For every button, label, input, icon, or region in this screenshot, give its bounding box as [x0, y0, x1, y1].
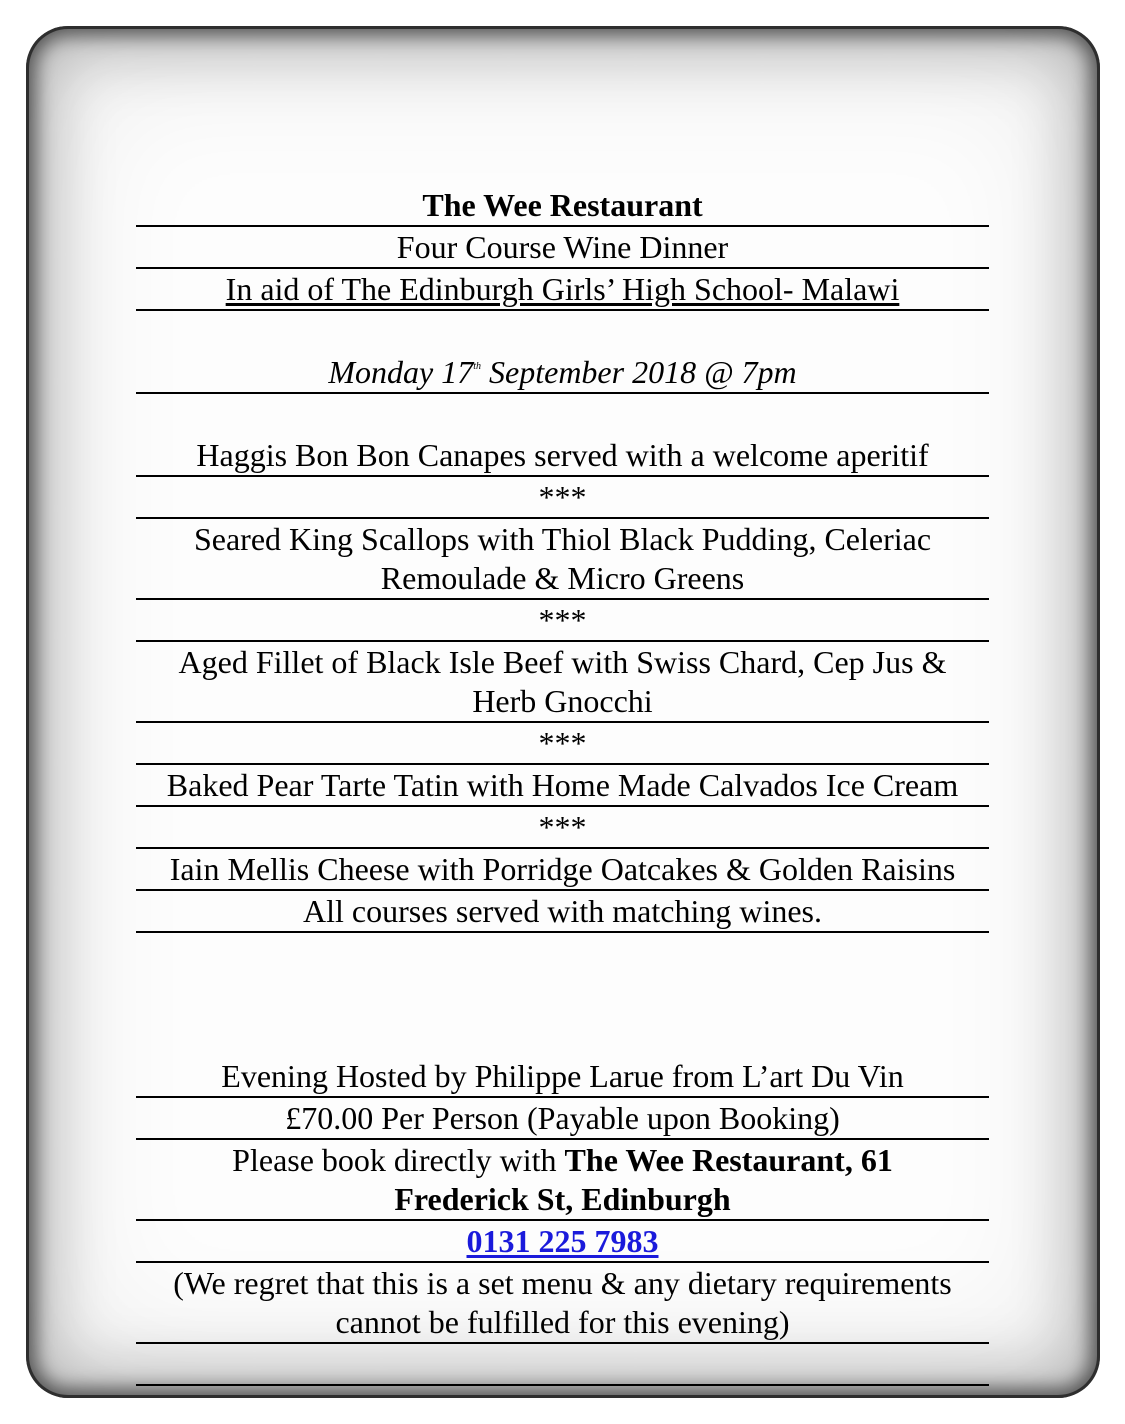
phone-line — [136, 1221, 989, 1263]
charity-line: In aid of The Edinburgh Girls’ High School- Malawi — [136, 269, 989, 311]
restaurant-title: The Wee Restaurant — [136, 185, 989, 227]
price-line: £70.00 Per Person (Payable upon Booking) — [136, 1098, 989, 1140]
event-date: Monday 17th September 2018 @ 7pm — [136, 352, 989, 394]
disclaimer: (We regret that this is a set menu & any dietary requirements cannot be fulfilled for this evening) — [136, 1263, 989, 1344]
dessert-course: Baked Pear Tarte Tatin with Home Made Calvados Ice Cream — [136, 765, 989, 807]
blank-space — [136, 933, 989, 1056]
blank-line — [136, 311, 989, 352]
course-separator: *** — [136, 600, 989, 642]
starter-course: Seared King Scallops with Thiol Black Pudding, Celeriac Remoulade & Micro Greens — [136, 519, 989, 600]
menu-document — [136, 185, 989, 1386]
host-line: Evening Hosted by Philippe Larue from L’art Du Vin — [136, 1056, 989, 1098]
blank-line — [136, 1344, 989, 1386]
cheese-course: Iain Mellis Cheese with Porridge Oatcakes & Golden Raisins — [136, 849, 989, 891]
booking-line: Please book directly with The Wee Restaurant, 61 Frederick St, Edinburgh — [136, 1140, 989, 1221]
date-ordinal: th — [473, 361, 482, 372]
event-title: Four Course Wine Dinner — [136, 227, 989, 269]
phone-link[interactable]: 0131 225 7983 — [466, 1223, 659, 1259]
blank-line — [136, 394, 989, 435]
course-separator: *** — [136, 807, 989, 849]
wines-note: All courses served with matching wines. — [136, 891, 989, 933]
course-separator: *** — [136, 723, 989, 765]
course-separator: *** — [136, 477, 989, 519]
main-course: Aged Fillet of Black Isle Beef with Swiss Chard, Cep Jus & Herb Gnocchi — [136, 642, 989, 723]
canapes-course: Haggis Bon Bon Canapes served with a welcome aperitif — [136, 435, 989, 477]
